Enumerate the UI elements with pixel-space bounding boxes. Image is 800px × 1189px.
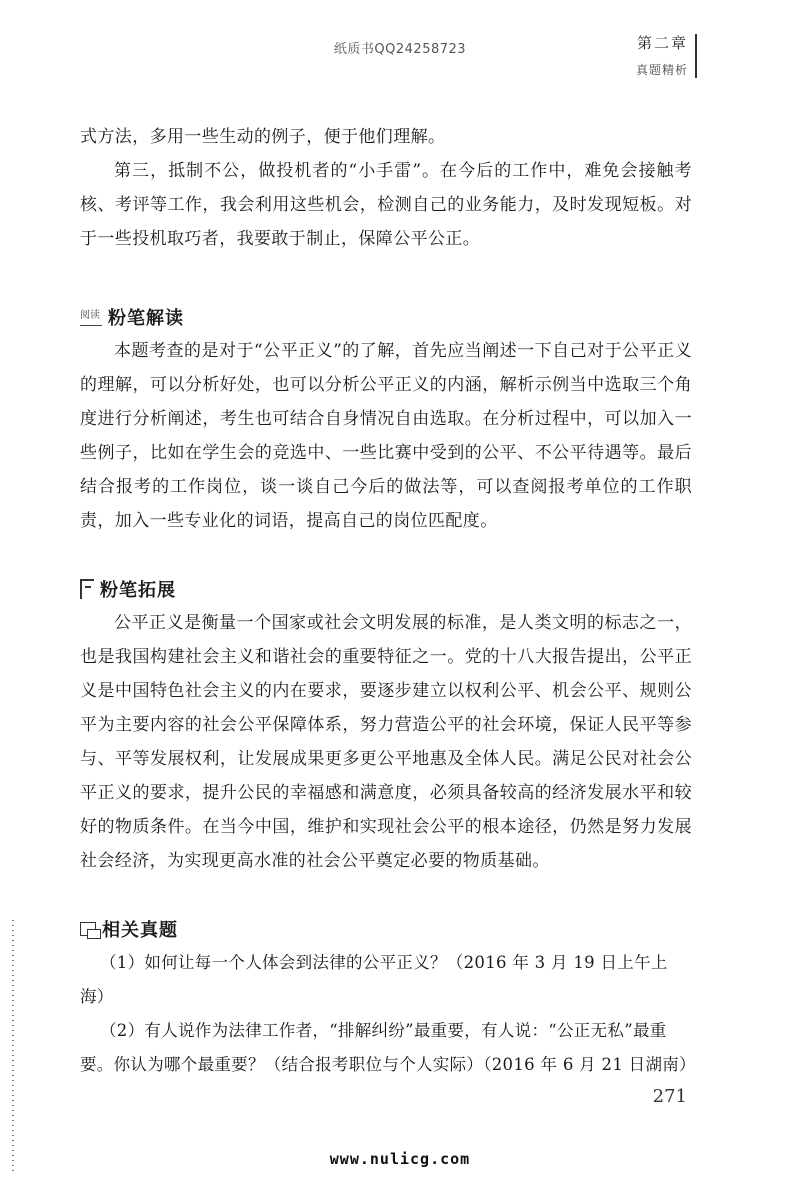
page-number: 271 bbox=[652, 1086, 687, 1107]
related-title: 相关真题 bbox=[102, 920, 178, 941]
intro-paragraph-1: 式方法，多用一些生动的例子，便于他们理解。 bbox=[80, 127, 446, 147]
running-head bbox=[636, 32, 688, 78]
read-icon: 阅读 bbox=[80, 309, 102, 326]
bookmark-icon bbox=[80, 579, 94, 599]
extension-heading bbox=[80, 572, 692, 606]
extension-title: 粉笔拓展 bbox=[100, 580, 176, 601]
chapter-title: 第二章 bbox=[636, 34, 688, 52]
related-question-2: （2）有人说作为法律工作者，“排解纠纷”最重要，有人说：“公正无私”最重要。你认为哪个最重要？（结合报考职位与个人实际）（2016 年 6 月 21 日湖南） bbox=[80, 1021, 696, 1074]
document-icon bbox=[80, 922, 96, 936]
interpretation-heading bbox=[80, 300, 692, 334]
header-divider bbox=[695, 34, 697, 78]
binding-edge bbox=[12, 920, 14, 1175]
page-content bbox=[80, 120, 696, 1082]
extension-paragraph: 公平正义是衡量一个国家或社会文明发展的标准，是人类文明的标志之一，也是我国构建社会主义和谐社会的重要特征之一。党的十八大报告提出，公平正义是中国特色社会主义的内在要求，要逐步建立以权利公平、机会公平、规则公平为主要内容的社会公平保障体系，努力营造公平的社会环境，保证人民平等参与、平等发展权利，让发展成果更多更公平地惠及全体人民。满足公民对社会公平正义的要求，提升公民的幸福感和满意度，必须具备较高的经济发展水平和较好的物质条件。在当今中国，维护和实现社会公平的根本途径，仍然是努力发展社会经济，为实现更高水准的社会公平奠定必要的物质基础。 bbox=[80, 613, 692, 871]
header-watermark: 纸质书QQ24258723 bbox=[333, 42, 467, 57]
footer-url: www.nulicg.com bbox=[329, 1150, 471, 1168]
interpretation-paragraph: 本题考查的是对于“公平正义”的了解，首先应当阐述一下自己对于公平正义的理解，可以分析好处，也可以分析公平正义的内涵，解析示例当中选取三个角度进行分析阐述，考生也可结合自身情况自由选取。在分析过程中，可以加入一些例子，比如在学生会的竞选中、一些比赛中受到的公平、不公平待遇等。最后结合报考的工作岗位，谈一谈自己今后的做法等，可以查阅报考单位的工作职责，加入一些专业化的词语，提高自己的岗位匹配度。 bbox=[80, 341, 692, 531]
interpretation-title: 粉笔解读 bbox=[108, 308, 184, 329]
related-question-1: （1）如何让每一个人体会到法律的公平正义？（2016 年 3 月 19 日上午上海） bbox=[80, 953, 668, 1006]
intro-paragraph-2: 第三，抵制不公，做投机者的“小手雷”。在今后的工作中，难免会接触考核、考评等工作，我会利用这些机会，检测自己的业务能力，及时发现短板。对于一些投机取巧者，我要敢于制止，保障公平公正。 bbox=[80, 161, 692, 249]
related-heading bbox=[80, 912, 692, 946]
section-title: 真题精析 bbox=[635, 63, 688, 77]
